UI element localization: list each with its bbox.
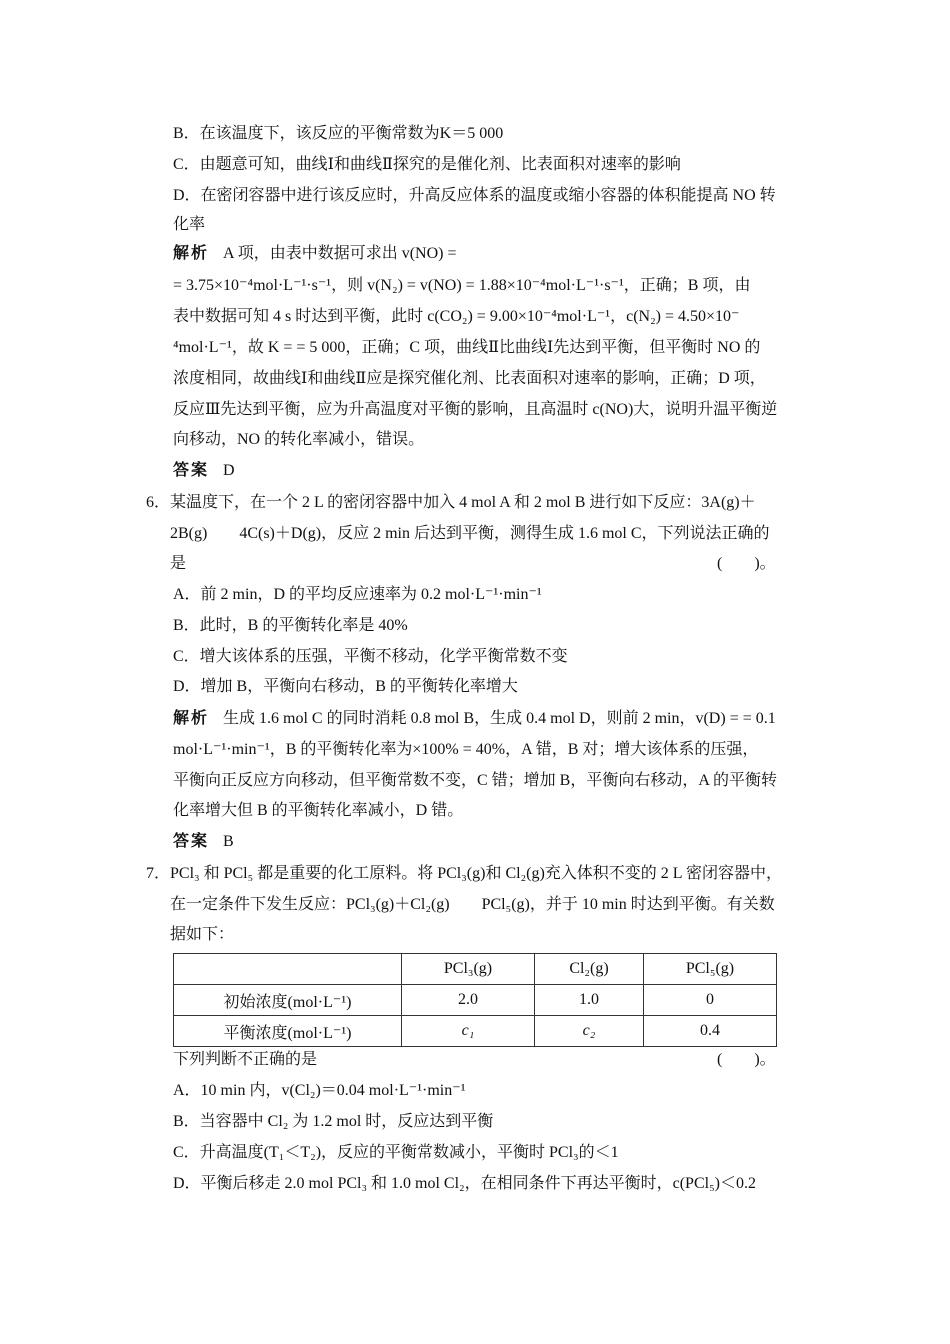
q5-analysis-line2: = 3.75×10⁻⁴mol·L⁻¹·s⁻¹，则 v(N₂) = v(NO) = 1.88×10⁻⁴mol·L⁻¹·s⁻¹，正确；B 项，由 bbox=[173, 277, 751, 294]
q5-analysis-line3: 表中数据可知 4 s 时达到平衡，此时 c(CO₂) = 9.00×10⁻⁴mol·L⁻¹，c(N₂) = 4.50×10⁻ bbox=[173, 308, 740, 325]
q6-option-d: D．增加 B，平衡向右移动，B 的平衡转化率增大 bbox=[173, 678, 518, 695]
q6-stem-line3: 是 bbox=[170, 555, 187, 572]
q7-stem-line2: 在一定条件下发生反应：PCl₃(g)＋Cl₂(g) PCl₅(g)，并于 10 min 时达到平衡。有关数 bbox=[170, 896, 775, 913]
q7-option-b: B．当容器中 Cl₂ 为 1.2 mol 时，反应达到平衡 bbox=[173, 1113, 494, 1130]
q5-option-b: B．在该温度下，该反应的平衡常数为K＝5 000 bbox=[173, 125, 504, 142]
q6-answer-label: 答案 bbox=[173, 833, 210, 850]
q6-analysis-line4: 化率增大但 B 的平衡转化率减小，D 错。 bbox=[173, 802, 464, 819]
q6-stem-line2: 2B(g) 4C(s)＋D(g)，反应 2 min 后达到平衡，测得生成 1.6 mol C，下列说法正确的 bbox=[170, 525, 770, 542]
q6-analysis-text1: 生成 1.6 mol C 的同时消耗 0.8 mol B，生成 0.4 mol D，则前 2 min，v(D) = = 0.1 bbox=[223, 710, 776, 727]
table-header-cell bbox=[174, 954, 402, 985]
q5-answer-value: D bbox=[223, 462, 235, 479]
table-cell: 平衡浓度(mol·L⁻¹) bbox=[174, 1016, 402, 1047]
q6-option-b: B．此时，B 的平衡转化率是 40% bbox=[173, 617, 408, 634]
q5-answer-label: 答案 bbox=[173, 462, 210, 479]
q7-stem-line3: 据如下： bbox=[170, 926, 235, 943]
q5-option-d-line2: 化率 bbox=[173, 216, 206, 233]
q5-option-c: C．由题意可知，曲线Ⅰ和曲线Ⅱ探究的是催化剂、比表面积对速率的影响 bbox=[173, 156, 681, 173]
q5-analysis-line4: ⁴mol·L⁻¹，故 K = = 5 000，正确；C 项，曲线Ⅱ比曲线Ⅰ先达到平衡，但平衡时 NO 的 bbox=[173, 339, 761, 356]
table-cell: 1.0 bbox=[535, 985, 644, 1016]
q7-data-table bbox=[173, 953, 777, 1047]
q5-analysis-label: 解析 bbox=[173, 245, 210, 262]
table-header-cell: PCl₅(g) bbox=[643, 954, 776, 985]
q6-analysis-line2: mol·L⁻¹·min⁻¹，B 的平衡转化率为×100% = 40%，A 错，B 对；增大该体系的压强， bbox=[173, 741, 759, 758]
table-header-cell: Cl₂(g) bbox=[535, 954, 644, 985]
q7-stem-line1: 7．PCl₃ 和 PCl₅ 都是重要的化工原料。将 PCl₃(g)和 Cl₂(g)充入体积不变的 2 L 密闭容器中， bbox=[146, 865, 782, 882]
q5-analysis-text1: A 项，由表中数据可求出 v(NO) = bbox=[223, 245, 457, 262]
q5-analysis-line1 bbox=[173, 244, 456, 264]
table-cell: 0.4 bbox=[643, 1016, 776, 1047]
q6-answer-paren: ( )。 bbox=[717, 555, 776, 572]
q5-analysis-line5: 浓度相同，故曲线Ⅰ和曲线Ⅱ应是探究催化剂、比表面积对速率的影响，正确；D 项， bbox=[173, 370, 766, 387]
q5-answer bbox=[173, 461, 235, 481]
table-header-row bbox=[174, 954, 777, 985]
q6-option-a: A．前 2 min，D 的平均反应速率为 0.2 mol·L⁻¹·min⁻¹ bbox=[173, 586, 542, 603]
q5-analysis-line7: 向移动，NO 的转化率减小，错误。 bbox=[173, 431, 425, 448]
q6-stem-line1: 6．某温度下，在一个 2 L 的密闭容器中加入 4 mol A 和 2 mol B 进行如下反应：3A(g)＋ bbox=[146, 494, 756, 511]
q5-analysis-line6: 反应Ⅲ先达到平衡，应为升高温度对平衡的影响，且高温时 c(NO)大，说明升温平衡逆 bbox=[173, 401, 778, 418]
q6-analysis-line1 bbox=[173, 709, 776, 729]
q7-question: 下列判断不正确的是 bbox=[173, 1051, 318, 1068]
q6-analysis-label: 解析 bbox=[173, 710, 210, 727]
q6-answer bbox=[173, 832, 234, 852]
q5-option-d-line1: D．在密闭容器中进行该反应时，升高反应体系的温度或缩小容器的体积能提高 NO 转 bbox=[173, 187, 776, 204]
table-row bbox=[174, 985, 777, 1016]
q7-option-c: C．升高温度(T₁＜T₂)，反应的平衡常数减小，平衡时 PCl₃的＜1 bbox=[173, 1144, 619, 1161]
table-cell: c₂ bbox=[535, 1016, 644, 1047]
q6-answer-value: B bbox=[223, 833, 234, 850]
table-row bbox=[174, 1016, 777, 1047]
table-cell: 2.0 bbox=[402, 985, 535, 1016]
q7-answer-paren: ( )。 bbox=[717, 1051, 776, 1068]
table-header-cell: PCl₃(g) bbox=[402, 954, 535, 985]
table-cell: c₁ bbox=[402, 1016, 535, 1047]
table-cell: 0 bbox=[643, 985, 776, 1016]
q7-option-a: A．10 min 内，v(Cl₂)＝0.04 mol·L⁻¹·min⁻¹ bbox=[173, 1082, 466, 1099]
q6-option-c: C．增大该体系的压强，平衡不移动，化学平衡常数不变 bbox=[173, 648, 568, 665]
q7-option-d: D．平衡后移走 2.0 mol PCl₃ 和 1.0 mol Cl₂，在相同条件下再达平衡时，c(PCl₅)＜0.2 bbox=[173, 1175, 756, 1192]
q6-analysis-line3: 平衡向正反应方向移动，但平衡常数不变，C 错；增加 B，平衡向右移动，A 的平衡转 bbox=[173, 772, 778, 789]
table-cell: 初始浓度(mol·L⁻¹) bbox=[174, 985, 402, 1016]
